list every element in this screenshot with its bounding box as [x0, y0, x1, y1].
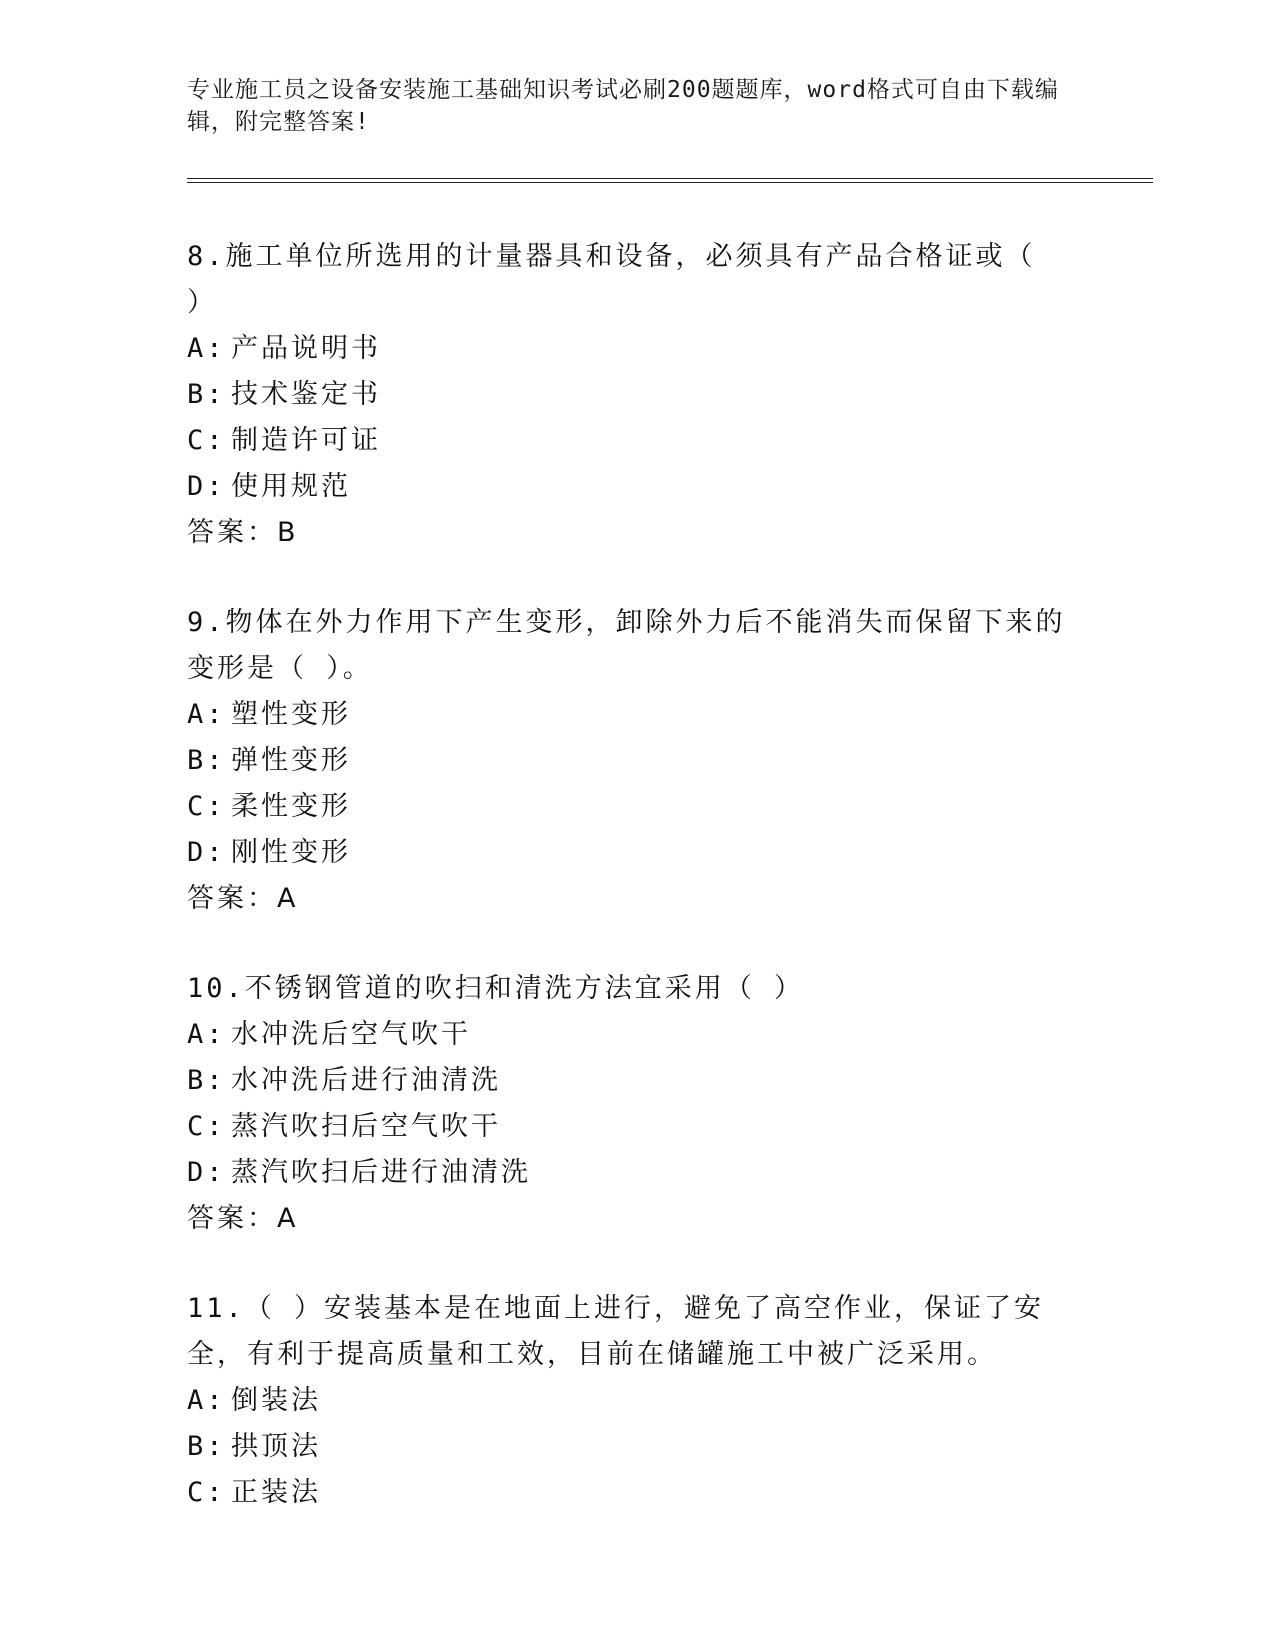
option-b — [187, 1058, 1067, 1104]
option-text: 塑性变形 — [231, 699, 351, 730]
option-text: 弹性变形 — [231, 745, 351, 776]
option-a — [187, 692, 1067, 738]
option-a — [187, 1378, 1067, 1424]
answer-line: 答案：A — [187, 883, 299, 914]
option-text: 刚性变形 — [231, 837, 351, 868]
option-key: A: — [187, 699, 226, 730]
option-key: D: — [187, 837, 226, 868]
question-list — [187, 234, 1067, 1560]
option-c — [187, 1104, 1067, 1150]
option-c — [187, 784, 1067, 830]
answer-line: 答案：A — [187, 1203, 299, 1234]
option-text: 使用规范 — [231, 471, 351, 502]
option-key: C: — [187, 791, 226, 822]
option-key: C: — [187, 1477, 226, 1508]
answer-line: 答案：B — [187, 517, 299, 548]
option-key: A: — [187, 1385, 226, 1416]
option-text: 水冲洗后空气吹干 — [231, 1019, 471, 1050]
header-divider-line-secondary — [187, 182, 1153, 183]
option-c — [187, 1470, 1067, 1516]
option-text: 倒装法 — [231, 1385, 321, 1416]
option-key: D: — [187, 1157, 226, 1188]
question-8 — [187, 234, 1067, 556]
option-key: B: — [187, 1431, 226, 1462]
option-key: C: — [187, 425, 226, 456]
document-header: 专业施工员之设备安装施工基础知识考试必刷200题题库，word格式可自由下载编辑，附完整答案! — [187, 77, 1059, 135]
option-key: A: — [187, 1019, 226, 1050]
option-key: B: — [187, 379, 226, 410]
option-c — [187, 418, 1067, 464]
option-a — [187, 326, 1067, 372]
option-key: B: — [187, 1065, 226, 1096]
option-text: 水冲洗后进行油清洗 — [231, 1065, 501, 1096]
option-key: C: — [187, 1111, 226, 1142]
option-text: 拱顶法 — [231, 1431, 321, 1462]
option-text: 蒸汽吹扫后空气吹干 — [231, 1111, 501, 1142]
option-text: 产品说明书 — [231, 333, 381, 364]
option-key: A: — [187, 333, 226, 364]
option-d — [187, 464, 1067, 510]
question-stem: 11.（ ）安装基本是在地面上进行，避免了高空作业，保证了安全，有利于提高质量和工效，目前在储罐施工中被广泛采用。 — [187, 1293, 1045, 1370]
header-divider-line — [187, 178, 1153, 179]
option-d — [187, 830, 1067, 876]
question-stem: 9.物体在外力作用下产生变形，卸除外力后不能消失而保留下来的变形是（ ）。 — [187, 607, 1066, 684]
question-9 — [187, 600, 1067, 922]
question-11 — [187, 1286, 1067, 1516]
question-stem: 8.施工单位所选用的计量器具和设备，必须具有产品合格证或（ ） — [187, 241, 1036, 318]
option-text: 制造许可证 — [231, 425, 381, 456]
option-text: 正装法 — [231, 1477, 321, 1508]
option-b — [187, 372, 1067, 418]
option-a — [187, 1012, 1067, 1058]
option-text: 技术鉴定书 — [231, 379, 381, 410]
option-d — [187, 1150, 1067, 1196]
option-text: 柔性变形 — [231, 791, 351, 822]
question-stem: 10.不锈钢管道的吹扫和清洗方法宜采用（ ） — [187, 973, 805, 1004]
option-text: 蒸汽吹扫后进行油清洗 — [231, 1157, 531, 1188]
option-key: D: — [187, 471, 226, 502]
question-10 — [187, 966, 1067, 1242]
option-key: B: — [187, 745, 226, 776]
option-b — [187, 1424, 1067, 1470]
option-b — [187, 738, 1067, 784]
